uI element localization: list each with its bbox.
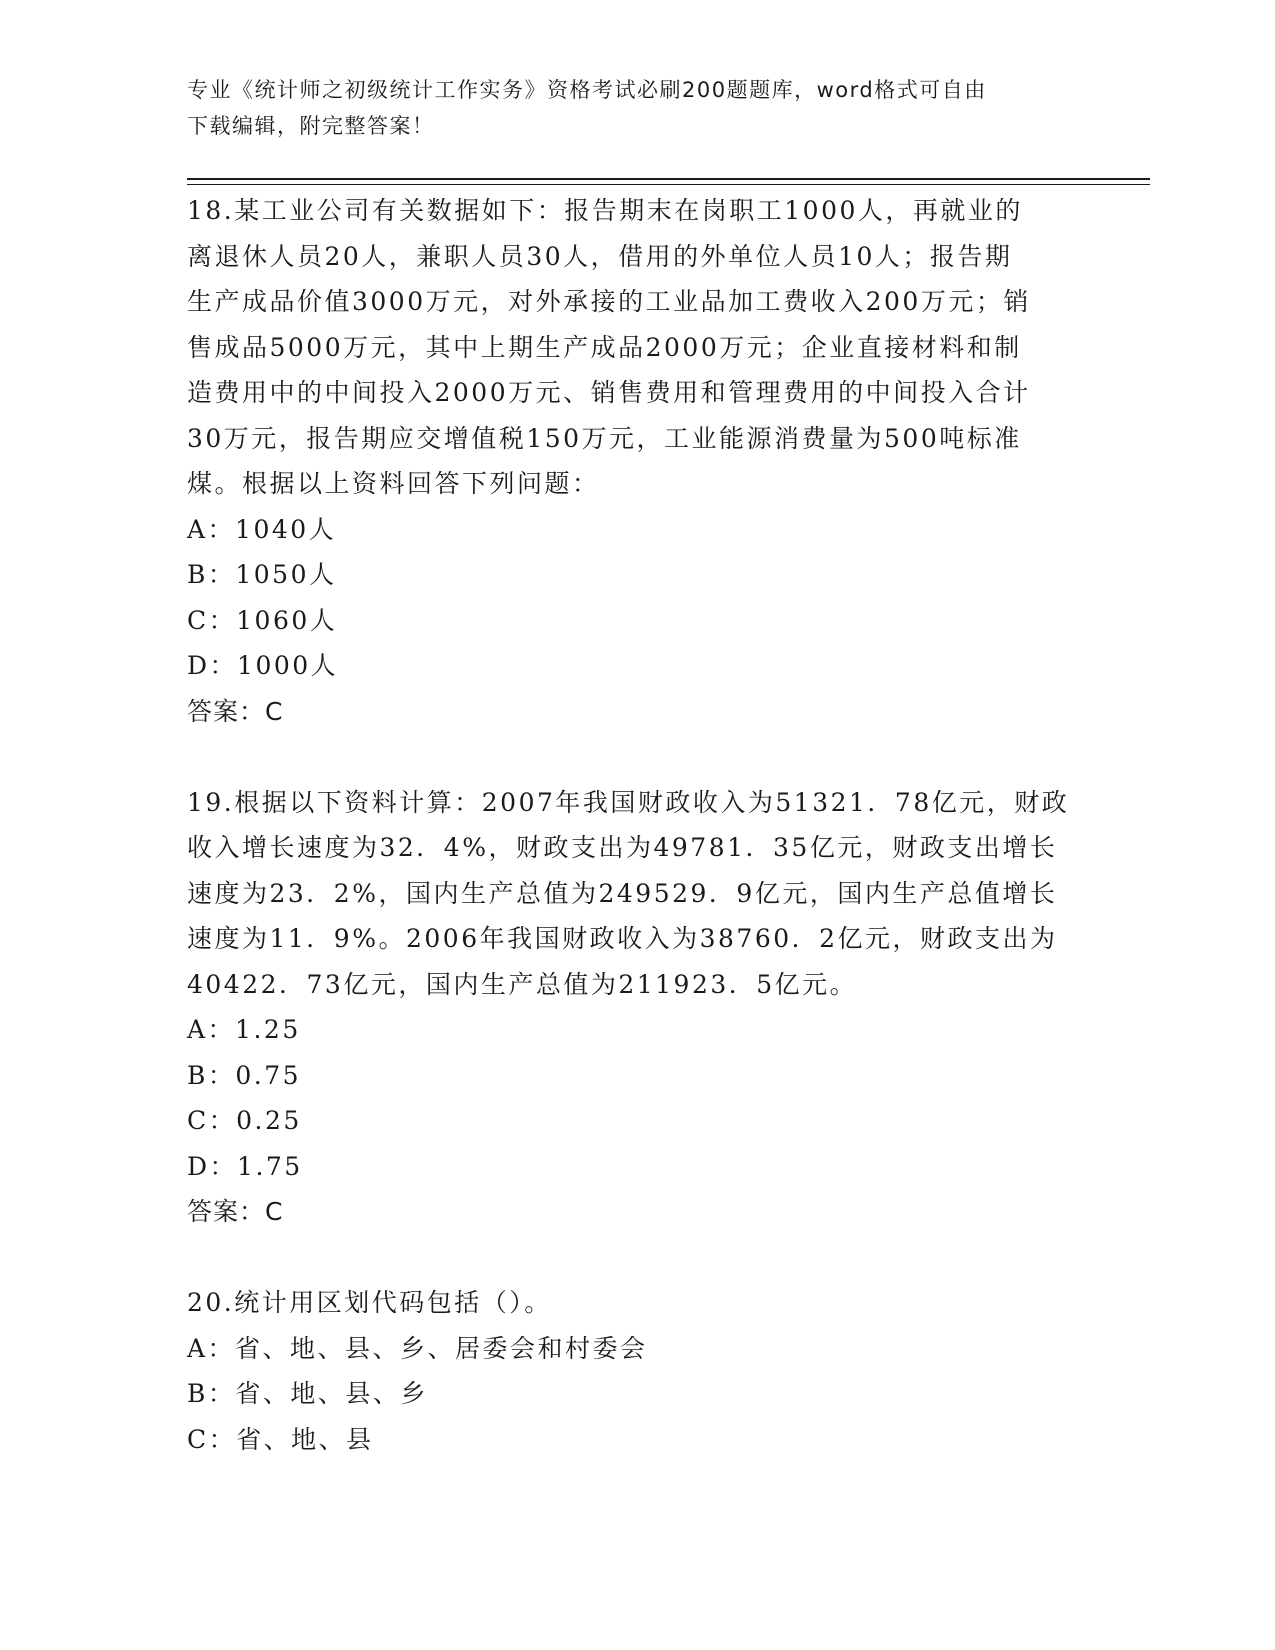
question-text-line: 生产成品价值3000万元，对外承接的工业品加工费收入200万元；销 — [187, 287, 1031, 316]
question-text-line: 速度为11．9%。2006年我国财政收入为38760．2亿元，财政支出为 — [187, 924, 1058, 953]
option-a: A：1.25 — [187, 1015, 301, 1044]
option-b: B：0.75 — [187, 1060, 302, 1090]
question-text-line: 40422．73亿元，国内生产总值为211923．5亿元。 — [187, 969, 858, 999]
option-c: C：0.25 — [187, 1106, 302, 1135]
question-text-line: 造费用中的中间投入2000万元、销售费用和管理费用的中间投入合计 — [187, 378, 1031, 407]
spacer — [187, 734, 1087, 780]
header-line-2: 下载编辑，附完整答案！ — [187, 114, 435, 138]
question-20 — [187, 1280, 1087, 1462]
question-text-line: 18.某工业公司有关数据如下：报告期末在岗职工1000人，再就业的 — [187, 196, 1023, 225]
spacer — [187, 1235, 1087, 1281]
option-d: D：1.75 — [187, 1151, 303, 1181]
option-b: B：省、地、县、乡 — [187, 1379, 428, 1408]
option-d: D：1000人 — [187, 651, 339, 680]
question-text-line: 煤。根据以上资料回答下列问题： — [187, 469, 600, 498]
question-text-line: 收入增长速度为32．4%，财政支出为49781．35亿元，财政支出增长 — [187, 833, 1058, 862]
option-b: B：1050人 — [187, 560, 337, 589]
option-a: A：1040人 — [187, 514, 337, 544]
header-line-1: 专业《统计师之初级统计工作实务》资格考试必刷200题题库，word格式可自由 — [187, 78, 987, 102]
document-header — [187, 72, 1087, 144]
question-text-line: 19.根据以下资料计算：2007年我国财政收入为51321．78亿元，财政 — [187, 787, 1070, 817]
answer: 答案：C — [187, 1197, 284, 1226]
option-c: C：省、地、县 — [187, 1424, 374, 1454]
question-list — [187, 188, 1087, 1462]
question-18 — [187, 188, 1087, 734]
option-c: C：1060人 — [187, 605, 338, 635]
question-text-line: 20.统计用区划代码包括（）。 — [187, 1288, 552, 1317]
answer: 答案：C — [187, 696, 284, 726]
question-text-line: 30万元，报告期应交增值税150万元，工业能源消费量为500吨标准 — [187, 423, 1022, 453]
header-divider-thick — [187, 178, 1150, 180]
header-divider-thin — [187, 184, 1150, 185]
question-text-line: 离退休人员20人，兼职人员30人，借用的外单位人员10人；报告期 — [187, 241, 1013, 271]
question-text-line: 速度为23．2%，国内生产总值为249529．9亿元，国内生产总值增长 — [187, 878, 1058, 908]
question-19 — [187, 780, 1087, 1235]
option-a: A：省、地、县、乡、居委会和村委会 — [187, 1333, 648, 1363]
question-text-line: 售成品5000万元，其中上期生产成品2000万元；企业直接材料和制 — [187, 332, 1022, 362]
